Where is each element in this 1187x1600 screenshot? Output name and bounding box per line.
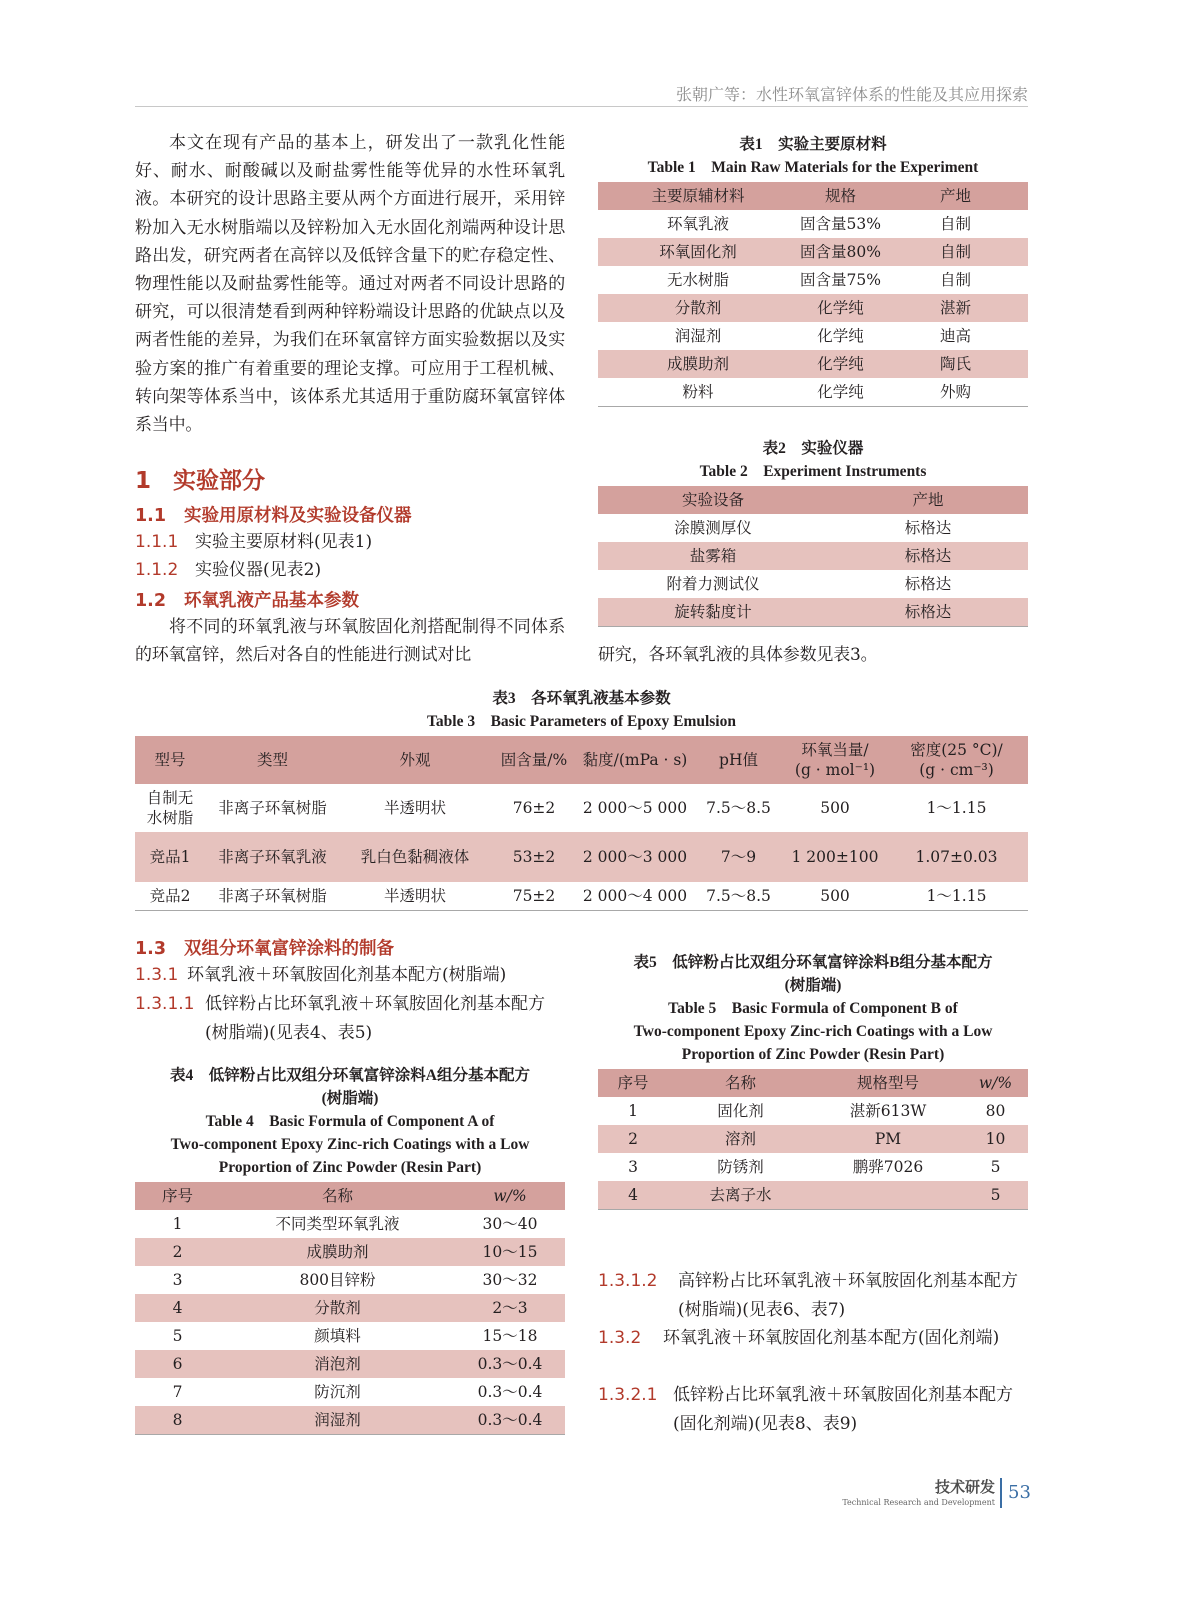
section-1-3-heading: [135, 935, 394, 960]
table-cell: 80: [985, 1102, 1006, 1120]
column-header: 产地: [828, 486, 1028, 514]
table-cell: 0.3～0.4: [455, 1350, 565, 1378]
table-row: [135, 1378, 565, 1406]
table-cell: 7: [172, 1383, 183, 1401]
table-header-row: [598, 182, 1028, 210]
caption-cn: 表5 低锌粉占比双组分环氧富锌涂料B组分基本配方: [633, 954, 993, 971]
table-cell: 固化剂: [717, 1102, 764, 1120]
caption-cn: (树脂端): [321, 1090, 379, 1107]
caption-cn: (树脂端): [784, 977, 842, 994]
table-cell: 外购: [939, 383, 971, 401]
table-cell: PM: [813, 1125, 963, 1153]
caption-en: Proportion of Zinc Powder (Resin Part): [681, 1046, 945, 1063]
table-cell: 3: [172, 1271, 183, 1289]
table-cell: 5: [963, 1181, 1028, 1210]
table-cell: 自制: [883, 238, 1028, 266]
table-cell: 湛新613W: [849, 1102, 927, 1120]
table-cell: 非离子环氧树脂: [218, 887, 327, 905]
table-cell: 鹏骅7026: [852, 1158, 924, 1176]
table-cell: 15～18: [482, 1327, 538, 1345]
table-row: [598, 1153, 1028, 1181]
running-header: 张朝广等：水性环氧富锌体系的性能及其应用探索: [675, 85, 1028, 104]
table-cell: 固含量80%: [798, 238, 883, 266]
table-cell: 润湿剂: [674, 327, 722, 345]
table-cell: 环氧固化剂: [598, 238, 798, 266]
table-cell: 消泡剂: [220, 1350, 455, 1378]
table1: [598, 182, 1028, 407]
caption-cn: 表3 各环氧乳液基本参数: [492, 690, 671, 707]
section-title: 高锌粉占比环氧乳液＋环氧胺固化剂基本配方(树脂端)(见表6、表7): [678, 1271, 1018, 1320]
table-row: [598, 542, 1028, 570]
table-cell: 1～1.15: [926, 887, 987, 905]
table-cell: 固含量75%: [800, 271, 881, 289]
table-row: [598, 598, 1028, 627]
table-row: [598, 1181, 1028, 1210]
table-cell: 化学纯: [817, 383, 864, 401]
table-cell: 0.3～0.4: [455, 1406, 565, 1435]
table-cell: 1: [172, 1215, 183, 1233]
paragraph-text: 研究，各环氧乳液的具体参数见表3。: [598, 645, 878, 665]
section-1-3-1-1-heading: [135, 990, 565, 1047]
table-cell: 1: [628, 1102, 638, 1120]
table-row: [598, 322, 1028, 350]
caption-en: Table 4 Basic Formula of Component A of: [205, 1113, 495, 1130]
table-row: [135, 1406, 565, 1435]
table-cell: 环氧乳液: [666, 215, 729, 233]
table-cell: 固含量53%: [800, 215, 881, 233]
table-row: [598, 378, 1028, 407]
table5-caption: [598, 951, 1028, 1066]
table-row: [135, 1210, 565, 1238]
table-cell: 非离子环氧乳液: [205, 832, 340, 882]
table2: [598, 486, 1028, 627]
caption-en: Proportion of Zinc Powder (Resin Part): [218, 1159, 482, 1176]
section-1-1-heading: [135, 502, 412, 527]
table-cell: 标格达: [828, 598, 1028, 627]
table-cell: 湛新: [883, 294, 1028, 322]
table-cell: 附着力测试仪: [666, 575, 760, 593]
table-cell: 自制无 水树脂: [146, 789, 194, 827]
table-cell: 4: [135, 1294, 220, 1322]
table-cell: 10～15: [455, 1238, 565, 1266]
table-cell: 竞品1: [135, 832, 205, 882]
column-header: 型号: [135, 736, 205, 784]
section-1-2-paragraph-cont: [598, 641, 1028, 669]
table-cell: 盐雾箱: [598, 542, 828, 570]
table-cell: 1.07±0.03: [885, 832, 1028, 882]
table5: [598, 1069, 1028, 1210]
table-cell: 粉料: [682, 383, 714, 401]
table-cell: 去离子水: [668, 1181, 813, 1210]
column-header: 规格: [798, 182, 883, 210]
table-cell: 6: [135, 1350, 220, 1378]
table-cell: 乳白色黏稠液体: [340, 832, 490, 882]
table-cell: 3: [628, 1158, 638, 1176]
table-row: [135, 1238, 565, 1266]
table-header-row: [135, 1182, 565, 1210]
table-cell: 7～9: [692, 832, 785, 882]
caption-cn: 表2 实验仪器: [762, 440, 864, 457]
section-1-1-2-heading: [135, 556, 321, 585]
section-number: 1.3.1.2: [598, 1271, 658, 1291]
section-1-3-2-heading: [598, 1324, 1028, 1353]
table-cell: 76±2: [512, 799, 556, 817]
table-cell: 分散剂: [220, 1294, 455, 1322]
table-cell: 30～40: [482, 1215, 538, 1233]
column-header: 黏度/(mPa · s): [578, 736, 692, 784]
column-header: 固含量/%: [490, 736, 578, 784]
table2-caption: [598, 437, 1028, 483]
column-header: 名称: [668, 1069, 813, 1097]
section-number: 1.1.1: [135, 532, 179, 552]
section-number: 1.3.1: [135, 965, 179, 985]
table-cell: 分散剂: [598, 294, 798, 322]
table-header-row: [598, 1069, 1028, 1097]
table-cell: 5: [990, 1158, 1001, 1176]
table-cell: 800目锌粉: [299, 1271, 376, 1289]
table-cell: 陶氏: [883, 350, 1028, 378]
table-cell: 化学纯: [817, 327, 864, 345]
table-cell: [813, 1181, 963, 1210]
table-row: [135, 1322, 565, 1350]
table-row: [598, 514, 1028, 542]
section-number: 1.3.1.1: [135, 994, 195, 1014]
intro-paragraph: [135, 129, 565, 439]
table-cell: 2: [135, 1238, 220, 1266]
section-title: 双组分环氧富锌涂料的制备: [184, 939, 395, 959]
table-header-row: [135, 736, 1028, 784]
table4-caption: [135, 1064, 565, 1179]
table-cell: 53±2: [490, 832, 578, 882]
table-cell: 10: [963, 1125, 1028, 1153]
table-cell: 成膜助剂: [220, 1238, 455, 1266]
table-cell: 溶剂: [668, 1125, 813, 1153]
intro-text: 本文在现有产品的基本上，研发出了一款乳化性能好、耐水、耐酸碱以及耐盐雾性能等优异的水性环氧乳液。本研究的设计思路主要从两个方面进行展开，采用锌粉加入无水树脂端以及锌粉加入无水固化剂端两种设计思路出发，研究两者在高锌以及低锌含量下的贮存稳定性、物理性能以及耐盐雾性能等。通过对两者不同设计思路的研究，可以很清楚看到两种锌粉端设计思路的优缺点以及两者性能的差异，为我们在环氧富锌方面实验数据以及实验方案的推广有着重要的理论支撑。可应用于工程机械、转向架等体系当中，该体系尤其适用于重防腐环氧富锌体系当中。: [135, 133, 565, 436]
table-cell: 500: [820, 887, 850, 905]
section-1-1-1-heading: [135, 528, 372, 557]
table-cell: 2 000～5 000: [582, 799, 688, 817]
table-cell: 旋转黏度计: [598, 598, 828, 627]
section-number: 1.3: [135, 939, 167, 959]
table-cell: 半透明状: [383, 887, 446, 905]
section-number: 1: [135, 468, 152, 494]
column-header: 类型: [205, 736, 340, 784]
table-row: [598, 1125, 1028, 1153]
table-cell: 润湿剂: [220, 1406, 455, 1435]
table-cell: 半透明状: [383, 799, 446, 817]
table3-caption: [135, 687, 1028, 733]
section-number: 1.1: [135, 506, 167, 526]
table-row: [135, 832, 1028, 882]
table-row: [598, 266, 1028, 294]
table-cell: 标格达: [904, 575, 952, 593]
column-header: 密度(25 °C)/ (g · cm⁻³): [885, 736, 1028, 784]
column-header: 序号: [598, 1069, 668, 1097]
table-row: [135, 1266, 565, 1294]
table-cell: 无水树脂: [666, 271, 729, 289]
footer-column-name-en: Technical Research and Development: [842, 1498, 995, 1507]
section-title: 实验用原材料及实验设备仪器: [184, 506, 412, 526]
header-divider: [135, 106, 1028, 107]
caption-en: Table 3 Basic Parameters of Epoxy Emulsion: [426, 713, 736, 730]
table-cell: 2 000～3 000: [578, 832, 692, 882]
table3: [135, 736, 1028, 911]
table-cell: 500: [820, 799, 850, 817]
section-1-3-1-heading: [135, 961, 565, 990]
table-cell: 成膜助剂: [598, 350, 798, 378]
column-header: 序号: [135, 1182, 220, 1210]
table-row: [598, 1097, 1028, 1125]
table-row: [598, 238, 1028, 266]
table-cell: 颜填料: [314, 1327, 361, 1345]
table-cell: 防沉剂: [314, 1383, 361, 1401]
section-number: 1.3.2.1: [598, 1385, 658, 1405]
table-cell: 非离子环氧树脂: [218, 799, 327, 817]
column-header: 主要原辅材料: [598, 182, 798, 210]
column-header: 实验设备: [598, 486, 828, 514]
table-cell: 8: [135, 1406, 220, 1435]
table1-caption: [598, 133, 1028, 179]
table-row: [135, 1294, 565, 1322]
section-title: 环氧乳液＋环氧胺固化剂基本配方(固化剂端): [663, 1328, 1000, 1348]
table-cell: 2 000～4 000: [582, 887, 688, 905]
section-1-2-heading: [135, 587, 359, 612]
table-cell: 7.5～8.5: [706, 887, 771, 905]
table-row: [135, 882, 1028, 911]
table-row: [135, 784, 1028, 832]
column-header: 产地: [883, 182, 1028, 210]
caption-en: Table 5 Basic Formula of Component B of: [668, 1000, 958, 1017]
table-cell: 5: [172, 1327, 183, 1345]
paragraph-text: 将不同的环氧乳液与环氧胺固化剂搭配制得不同体系的环氧富锌，然后对各自的性能进行测试对比: [135, 617, 565, 666]
table-cell: 1 200±100: [785, 832, 885, 882]
section-title: 环氧乳液产品基本参数: [184, 591, 360, 611]
table-cell: 2: [598, 1125, 668, 1153]
column-header: 名称: [220, 1182, 455, 1210]
table-cell: 自制: [939, 215, 971, 233]
column-header: 规格型号: [813, 1069, 963, 1097]
table-cell: 不同类型环氧乳液: [275, 1215, 400, 1233]
table-cell: 7.5～8.5: [706, 799, 771, 817]
table-cell: 2～3: [455, 1294, 565, 1322]
table-row: [598, 210, 1028, 238]
section-title: 实验仪器(见表2): [195, 560, 322, 580]
table-cell: 化学纯: [798, 350, 883, 378]
footer-column-name: 技术研发: [934, 1478, 995, 1496]
table-header-row: [598, 486, 1028, 514]
caption-cn: 表1 实验主要原材料: [739, 136, 887, 153]
table-cell: 自制: [939, 271, 971, 289]
caption-en: Two-component Epoxy Zinc-rich Coatings with a Low: [170, 1136, 530, 1153]
column-header: w/%: [963, 1069, 1028, 1097]
section-1-3-1-2-heading: [598, 1267, 1028, 1324]
section-title: 低锌粉占比环氧乳液＋环氧胺固化剂基本配方(树脂端)(见表4、表5): [205, 994, 545, 1043]
section-1-heading: [135, 462, 265, 495]
caption-en: Table 1 Main Raw Materials for the Experiment: [647, 159, 979, 176]
section-number: 1.2: [135, 591, 167, 611]
caption-en: Table 2 Experiment Instruments: [699, 463, 927, 480]
table-row: [598, 350, 1028, 378]
table-cell: 涂膜测厚仪: [674, 519, 752, 537]
table-cell: 75±2: [512, 887, 556, 905]
table-cell: 迪高: [939, 327, 971, 345]
section-title: 环氧乳液＋环氧胺固化剂基本配方(树脂端): [187, 965, 507, 985]
caption-cn: 表4 低锌粉占比双组分环氧富锌涂料A组分基本配方: [170, 1067, 530, 1084]
section-number: 1.1.2: [135, 560, 179, 580]
section-title: 实验主要原材料(见表1): [195, 532, 373, 552]
table-row: [135, 1350, 565, 1378]
section-1-3-2-1-heading: [598, 1381, 1028, 1438]
column-header: w/%: [455, 1182, 565, 1210]
table-cell: 1～1.15: [926, 799, 987, 817]
page-number: 53: [1008, 1482, 1031, 1503]
section-title: 实验部分: [173, 468, 266, 494]
section-1-2-paragraph: [135, 613, 565, 669]
footer-divider: [1000, 1478, 1002, 1508]
caption-en: Two-component Epoxy Zinc-rich Coatings with a Low: [633, 1023, 993, 1040]
table-cell: 标格达: [828, 542, 1028, 570]
section-number: 1.3.2: [598, 1328, 642, 1348]
column-header: pH值: [692, 736, 785, 784]
table-cell: 竞品2: [149, 887, 191, 905]
table-cell: 防锈剂: [717, 1158, 764, 1176]
table-row: [598, 570, 1028, 598]
section-title: 低锌粉占比环氧乳液＋环氧胺固化剂基本配方(固化剂端)(见表8、表9): [673, 1385, 1013, 1434]
table-cell: 0.3～0.4: [477, 1383, 543, 1401]
table4: [135, 1182, 565, 1435]
column-header: 外观: [340, 736, 490, 784]
table-cell: 化学纯: [798, 294, 883, 322]
table-row: [598, 294, 1028, 322]
column-header: 环氧当量/ (g · mol⁻¹): [785, 736, 885, 784]
table-cell: 标格达: [904, 519, 952, 537]
table-cell: 30～32: [482, 1271, 538, 1289]
table-cell: 4: [598, 1181, 668, 1210]
